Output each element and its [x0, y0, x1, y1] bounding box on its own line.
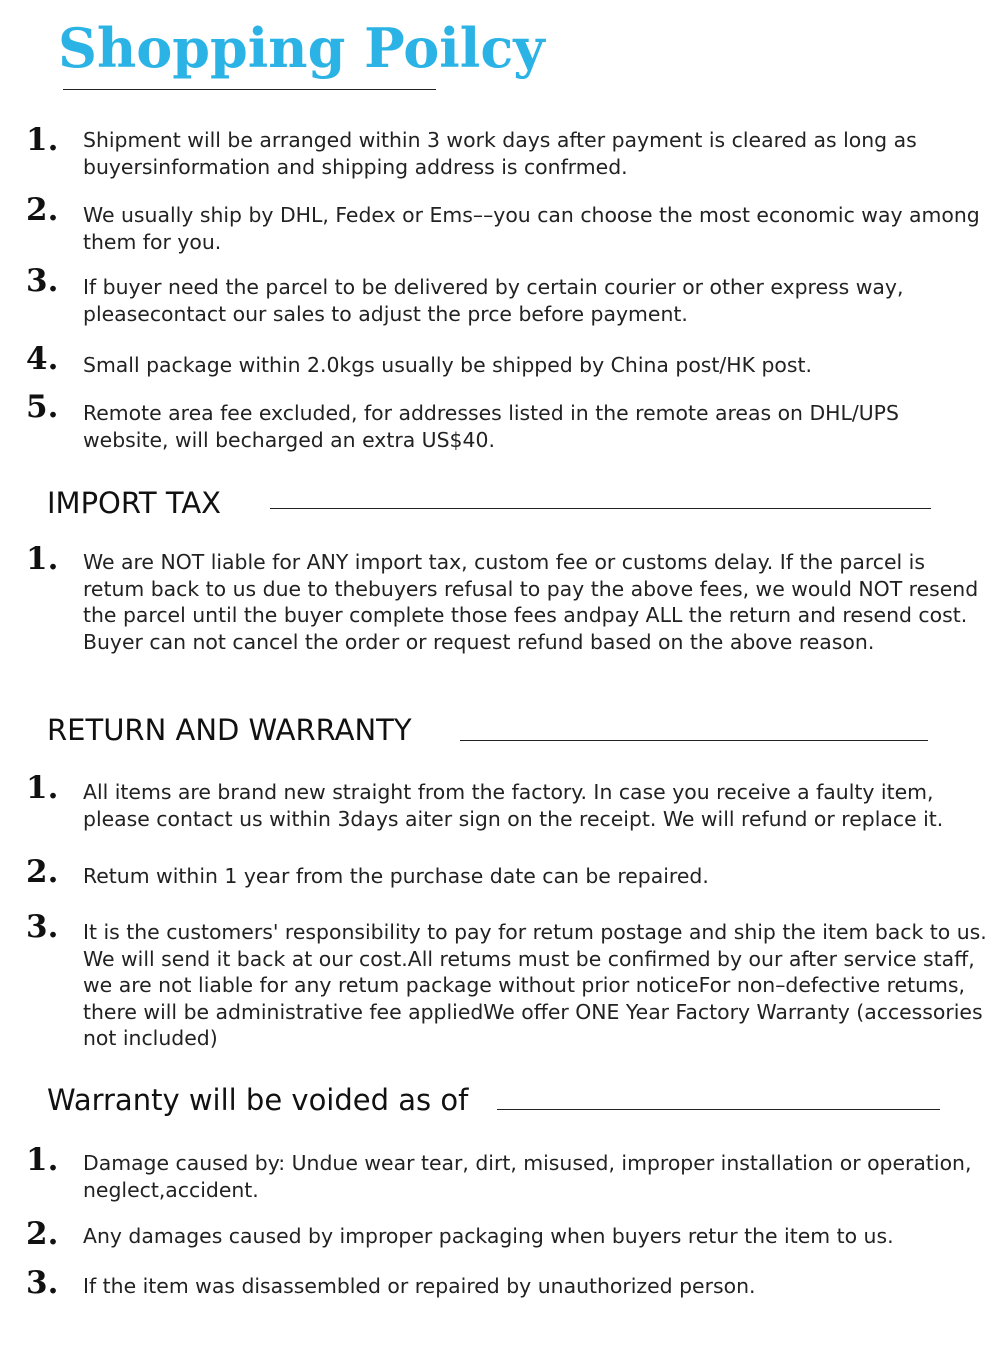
title-underline [63, 89, 436, 90]
import-tax-heading: IMPORT TAX [47, 486, 222, 520]
import-tax-item-number: 1. [26, 541, 59, 577]
voided-item-number: 2. [26, 1216, 59, 1252]
shipping-item-number: 2. [26, 192, 59, 228]
warranty-item-number: 1. [26, 770, 59, 806]
shipping-item-number: 1. [26, 122, 59, 158]
shipping-item-text: If buyer need the parcel to be delivered by certain courier or other express way, pleasecontact our sales to adjust the prce before payment. [83, 275, 904, 326]
voided-item-text: Damage caused by: Undue wear tear, dirt, misused, improper installation or operation, neglect,accident. [83, 1151, 972, 1202]
voided-heading: Warranty will be voided as of [47, 1083, 469, 1117]
shipping-item-number: 4. [26, 341, 59, 377]
shipping-item-number: 3. [26, 263, 59, 299]
import-tax-rule [270, 508, 931, 509]
import-tax-item-text: We are NOT liable for ANY import tax, custom fee or customs delay. If the parcel is retum back to us due to thebuyers refusal to pay the above fees, we would NOT resend the parcel until the buyer complete those fees andpay ALL the return and resend cost. Buyer can not cancel the order or request refund based on the above reason. [83, 550, 979, 654]
shipping-item-number: 5. [26, 389, 59, 425]
voided-item-text: If the item was disassembled or repaired by unauthorized person. [83, 1274, 756, 1298]
warranty-item-text: All items are brand new straight from the factory. In case you receive a faulty item, please contact us within 3days aiter sign on the receipt. We will refund or replace it. [83, 780, 944, 831]
warranty-item-number: 2. [26, 854, 59, 890]
voided-item-text: Any damages caused by improper packaging when buyers retur the item to us. [83, 1224, 894, 1248]
warranty-item-text: Retum within 1 year from the purchase date can be repaired. [83, 864, 709, 888]
warranty-item-text: It is the customers' responsibility to pay for retum postage and ship the item back to us. We will send it back at our cost.All retums must be confirmed by our after service staff, we are not liable for any retum package without prior noticeFor non–defective retums, there will be administrative fee appliedWe offer ONE Year Factory Warranty (accessories not included) [83, 920, 987, 1050]
warranty-item-number: 3. [26, 909, 59, 945]
voided-rule [497, 1109, 940, 1110]
voided-item-number: 1. [26, 1142, 59, 1178]
shipping-item-text: Remote area fee excluded, for addresses listed in the remote areas on DHL/UPS website, will becharged an extra US$40. [83, 401, 899, 452]
voided-item-number: 3. [26, 1265, 59, 1301]
shipping-item-text: Small package within 2.0kgs usually be shipped by China post/HK post. [83, 353, 813, 377]
shipping-item-text: We usually ship by DHL, Fedex or Ems––you can choose the most economic way among them for you. [83, 203, 980, 254]
shipping-item-text: Shipment will be arranged within 3 work days after payment is cleared as long as buyersinformation and shipping address is confrmed. [83, 128, 917, 179]
return-warranty-heading: RETURN AND WARRANTY [47, 713, 412, 747]
page-title: Shopping Poilcy [58, 16, 545, 80]
return-warranty-rule [460, 740, 928, 741]
